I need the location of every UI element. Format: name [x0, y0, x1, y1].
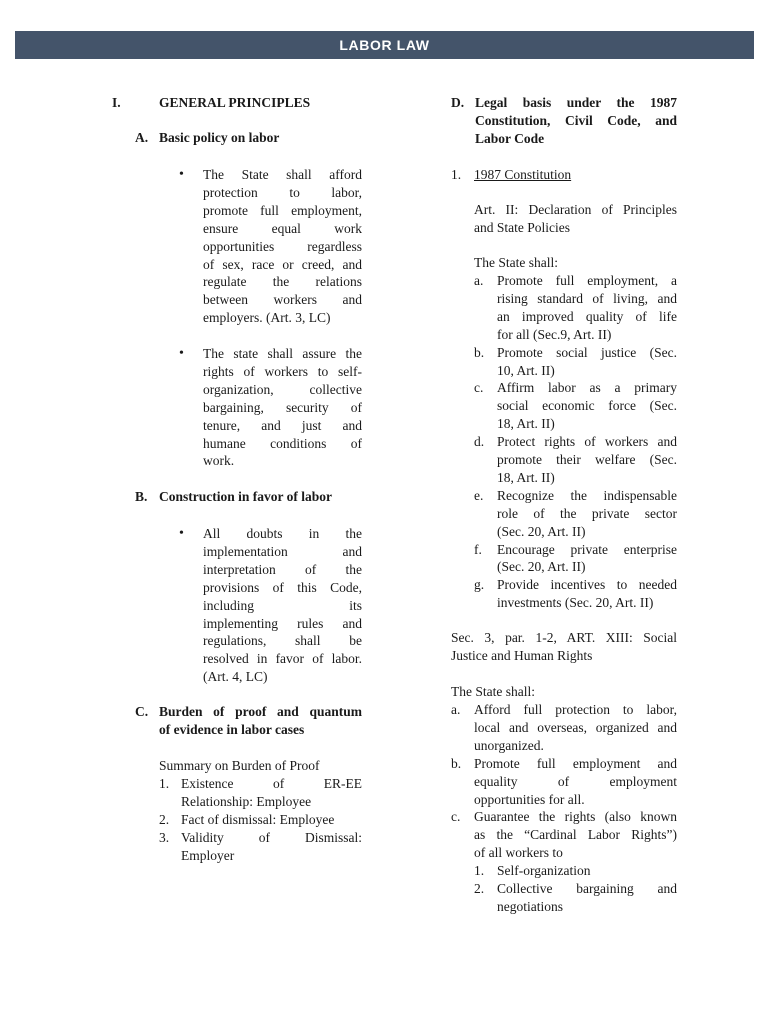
construction-bullet-line: regulations, shall be	[203, 633, 362, 649]
policy-bullet-1-line: regulate the relations	[203, 274, 362, 290]
state-shall-label: The State shall:	[474, 255, 558, 270]
policy-bullet-2-line: humane conditions of	[203, 435, 362, 451]
summary-item-number: 3.	[159, 829, 170, 845]
rights-item-letter: a.	[451, 702, 461, 717]
rights-item-line: local and overseas, organized and	[474, 719, 677, 735]
cardinal-right-line: negotiations	[497, 898, 563, 914]
construction-bullet-line: interpretation of the	[203, 561, 362, 577]
list-item-number: 1.	[451, 167, 462, 182]
section-title: GENERAL PRINCIPLES	[159, 95, 311, 110]
policy-item-letter: c.	[474, 380, 484, 396]
policy-item-line: 18, Art. II)	[497, 416, 555, 432]
summary-item-line: Relationship: Employee	[181, 793, 312, 809]
policy-item-line: Provide incentives to needed	[497, 577, 677, 593]
subsection-title-d-line: Constitution, Civil Code, and	[475, 112, 677, 128]
policy-item-line: role of the private sector	[497, 505, 677, 521]
policy-bullet-1-line: between workers and	[203, 292, 362, 308]
policy-bullet-1-line: protection to labor,	[203, 184, 362, 200]
rights-item-line: Guarantee the rights (also known	[474, 809, 677, 825]
subsection-letter-b: B.	[135, 489, 148, 504]
policy-item-line: 18, Art. II)	[497, 469, 555, 485]
construction-bullet-line: (Art. 4, LC)	[203, 669, 268, 685]
sec3-text-line: Justice and Human Rights	[451, 647, 593, 663]
subsection-title-d-line: Legal basis under the 1987	[475, 95, 677, 110]
summary-item-line: Fact of dismissal: Employee	[181, 811, 335, 827]
subsection-letter-d: D.	[451, 95, 465, 110]
summary-label: Summary on Burden of Proof	[159, 758, 320, 773]
construction-bullet-line: provisions of this Code,	[203, 579, 362, 595]
policy-item-line: social economic force (Sec.	[497, 398, 677, 414]
rights-item-line: Afford full protection to labor,	[474, 702, 677, 717]
section-number: I.	[112, 95, 121, 110]
policy-item-letter: e.	[474, 487, 484, 503]
policy-bullet-2-line: organization, collective	[203, 381, 362, 397]
construction-bullet-line: resolved in favor of labor.	[203, 651, 362, 667]
header-bar	[15, 31, 754, 59]
subsection-letter-c: C.	[135, 704, 149, 719]
policy-item-line: Affirm labor as a primary	[497, 380, 677, 396]
art2-text-line: and State Policies	[474, 219, 570, 235]
summary-item-number: 1.	[159, 776, 170, 791]
state-shall-label-2: The State shall:	[451, 684, 535, 699]
policy-item-line: investments (Sec. 20, Art. II)	[497, 595, 654, 611]
policy-bullet-1-line: of sex, race or creed, and	[203, 256, 362, 272]
policy-item-line: rising standard of living, and	[497, 290, 677, 306]
bullet-marker: •	[179, 526, 184, 541]
summary-item-number: 2.	[159, 811, 170, 827]
subsection-letter-a: A.	[135, 130, 149, 145]
cardinal-right-number: 1.	[474, 863, 485, 879]
construction-bullet-line: including its	[203, 597, 362, 613]
policy-item-line: Encourage private enterprise	[497, 541, 677, 557]
policy-bullet-2-line: tenure, and just and	[203, 417, 362, 433]
subsection-title-c-line: of evidence in labor cases	[159, 721, 305, 737]
policy-item-line: (Sec. 20, Art. II)	[497, 523, 586, 539]
rights-item-line: unorganized.	[474, 737, 544, 753]
summary-item-line: Existence of ER-EE	[181, 776, 362, 791]
policy-item-line: Promote social justice (Sec.	[497, 344, 677, 360]
policy-item-line: Protect rights of workers and	[497, 434, 677, 450]
bullet-marker: •	[179, 346, 184, 361]
sec3-text-line: Sec. 3, par. 1-2, ART. XIII: Social	[451, 630, 677, 645]
construction-bullet-line: All doubts in the	[203, 526, 362, 541]
rights-item-letter: c.	[451, 809, 461, 825]
rights-item-letter: b.	[451, 755, 462, 771]
rights-item-line: of all workers to	[474, 845, 563, 861]
construction-bullet-line: implementation and	[203, 543, 362, 559]
policy-item-line: an improved quality of life	[497, 308, 677, 324]
policy-bullet-2-line: bargaining, security of	[203, 399, 362, 415]
policy-bullet-1-line: opportunities regardless	[203, 238, 362, 254]
document-title: LABOR LAW	[339, 37, 430, 53]
policy-item-line: Promote full employment, a	[497, 273, 677, 288]
subsection-title-a: Basic policy on labor	[159, 130, 280, 145]
policy-bullet-2-line: work.	[203, 453, 235, 469]
policy-item-letter: b.	[474, 344, 485, 360]
cardinal-right-line: Self-organization	[497, 863, 591, 879]
policy-bullet-2-line: The state shall assure the	[203, 346, 362, 361]
cardinal-right-line: Collective bargaining and	[497, 881, 677, 896]
summary-item-line: Employer	[181, 847, 235, 863]
policy-item-line: promote their welfare (Sec.	[497, 452, 677, 467]
policy-item-line: Recognize the indispensable	[497, 487, 677, 503]
policy-item-line: (Sec. 20, Art. II)	[497, 559, 586, 575]
cardinal-right-number: 2.	[474, 881, 485, 896]
bullet-marker: •	[179, 167, 184, 182]
policy-bullet-1-line: employers. (Art. 3, LC)	[203, 310, 331, 326]
policy-item-letter: a.	[474, 273, 484, 288]
construction-bullet-line: implementing rules and	[203, 615, 362, 631]
rights-item-line: as the “Cardinal Labor Rights”)	[474, 827, 677, 843]
summary-item-line: Validity of Dismissal:	[181, 829, 362, 845]
rights-item-line: Promote full employment and	[474, 755, 677, 771]
policy-bullet-1-line: The State shall afford	[203, 167, 362, 182]
rights-item-line: opportunities for all.	[474, 791, 585, 807]
policy-bullet-1-line: ensure equal work	[203, 220, 362, 236]
subsection-title-c-line: Burden of proof and quantum	[159, 704, 362, 719]
subsection-title-d-line: Labor Code	[475, 130, 545, 146]
policy-bullet-1-line: promote full employment,	[203, 202, 362, 218]
policy-item-letter: d.	[474, 434, 485, 450]
policy-item-letter: f.	[474, 541, 482, 557]
rights-item-line: equality of employment	[474, 773, 677, 789]
policy-bullet-2-line: rights of workers to self-	[203, 363, 362, 379]
subsection-title-b: Construction in favor of labor	[159, 489, 333, 504]
constitution-link: 1987 Constitution	[474, 167, 572, 182]
policy-item-letter: g.	[474, 577, 485, 593]
policy-item-line: 10, Art. II)	[497, 362, 555, 378]
policy-item-line: for all (Sec.9, Art. II)	[497, 326, 612, 342]
art2-text-line: Art. II: Declaration of Principles	[474, 202, 677, 217]
